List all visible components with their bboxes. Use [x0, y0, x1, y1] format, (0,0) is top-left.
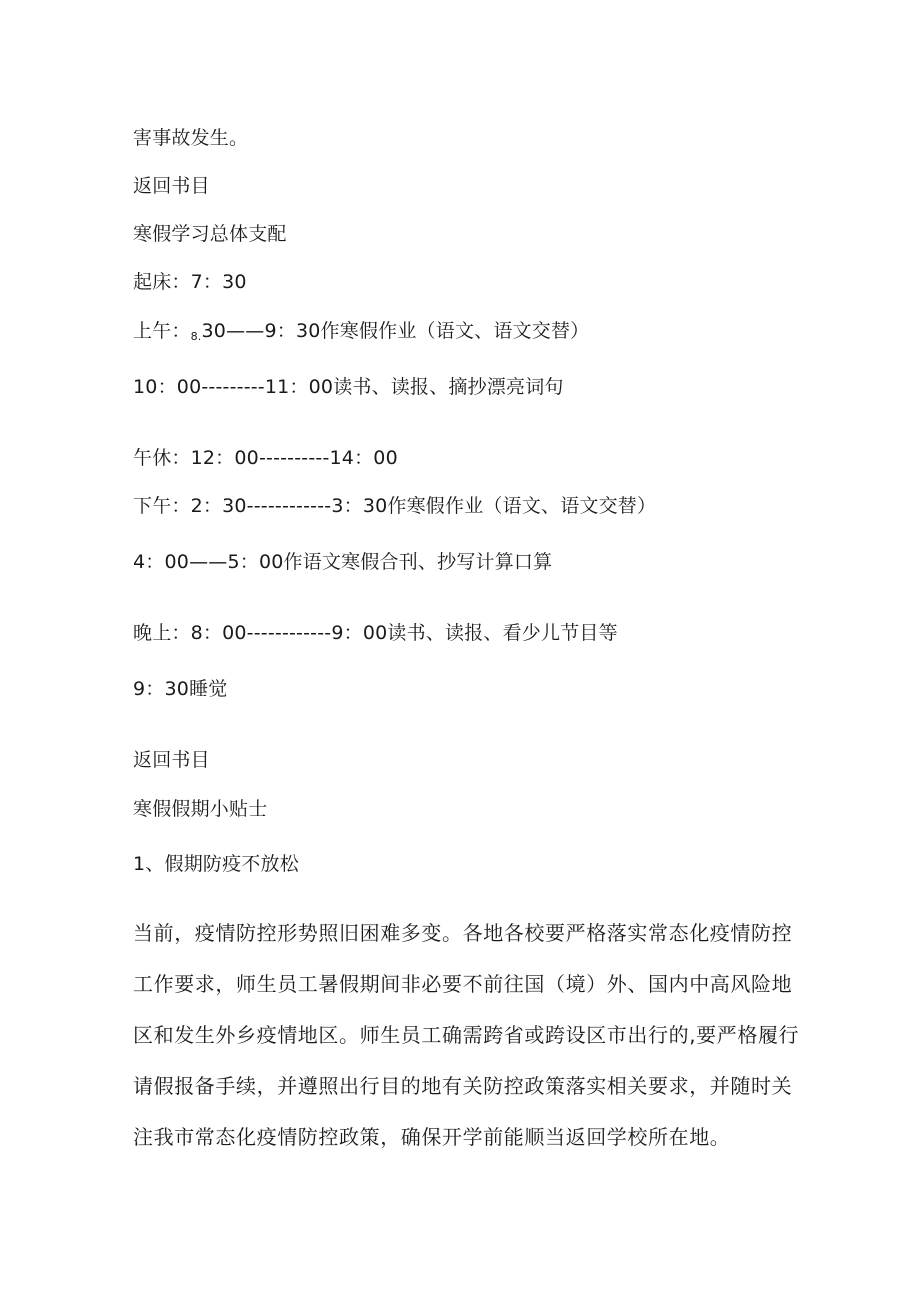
tip1-paragraph	[133, 921, 800, 1176]
schedule-evening: 晚上：8：00------------9：00读书、读报、看少儿节目等	[133, 622, 618, 644]
tip1-line: 请假报备手续，并遵照出行目的地有关防控政策落实相关要求，并随时关	[133, 1074, 793, 1098]
tip1-line: 区和发生外乡疫情地区。师生员工确需跨省或跨设区市出行的,要严格履行	[133, 1023, 800, 1047]
tip1-line: 当前，疫情防控形势照旧困难多变。各地各校要严格落实常态化疫情防控	[133, 921, 793, 945]
schedule-nap: 午休：12：00----------14：00	[133, 447, 398, 469]
schedule-wakeup: 起床：7：30	[133, 271, 247, 293]
tip1-line: 注我市常态化疫情防控政策，确保开学前能顺当返回学校所在地。	[133, 1125, 731, 1149]
schedule-afternoon: 下午：2：30------------3：30作寒假作业（语文、语文交替）	[133, 495, 657, 517]
schedule-sleep: 9：30睡觉	[133, 678, 228, 700]
tip1-title: 1、假期防疫不放松	[133, 853, 299, 875]
tips-heading: 寒假假期小贴士	[133, 798, 268, 820]
intro-tail-text: 害事故发生。	[133, 127, 249, 149]
schedule-heading: 寒假学习总体支配	[133, 223, 287, 245]
schedule-late-afternoon: 4：00——5：00作语文寒假合刊、抄写计算口算	[133, 551, 553, 573]
schedule-morning	[133, 319, 589, 349]
schedule-morning-sub: 8.	[190, 330, 202, 343]
back-to-contents-link[interactable]: 返回书目	[133, 175, 210, 197]
schedule-morning-rest: 30——9：30作寒假作业（语文、语文交替）	[201, 320, 590, 342]
tip1-line: 工作要求，师生员工暑假期间非必要不前往国（境）外、国内中高风险地	[133, 972, 793, 996]
schedule-morning-label: 上午：	[133, 320, 191, 342]
back-to-contents-link-2[interactable]: 返回书目	[133, 749, 210, 771]
schedule-reading: 10：00---------11：00读书、读报、摘抄漂亮词句	[133, 376, 564, 398]
